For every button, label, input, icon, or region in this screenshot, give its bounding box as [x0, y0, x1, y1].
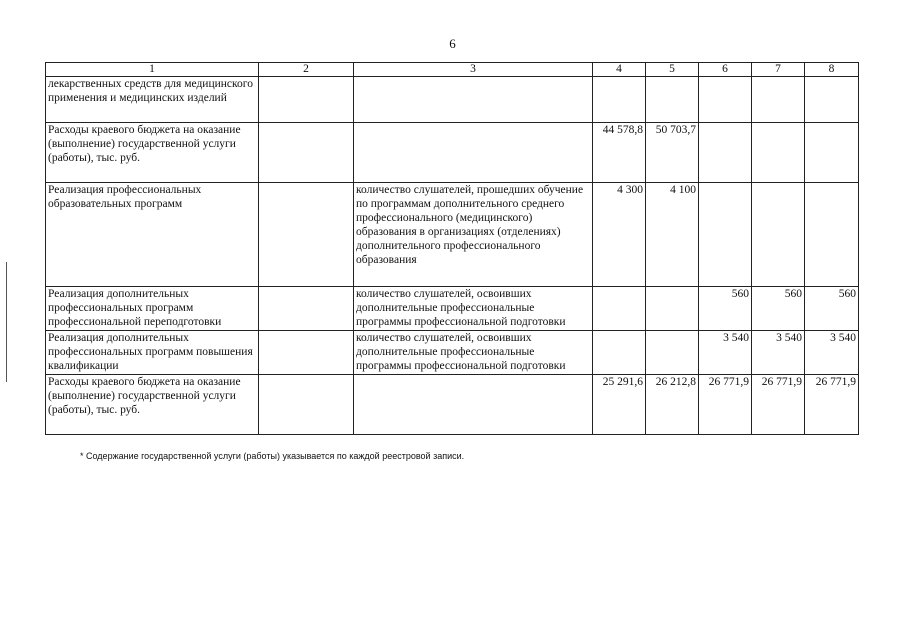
- table-cell: 560: [699, 287, 752, 331]
- table-cell: Реализация дополнительных профессиональных программ повышения квалификации: [46, 331, 259, 375]
- table-cell: 3 540: [699, 331, 752, 375]
- column-header: 2: [259, 63, 354, 77]
- table-cell: [354, 123, 593, 183]
- table-cell: [699, 77, 752, 123]
- table-row: [46, 183, 859, 287]
- table-cell: [752, 183, 805, 287]
- table-cell: [752, 77, 805, 123]
- table-cell: [646, 77, 699, 123]
- table-row: [46, 287, 859, 331]
- table-cell: [646, 331, 699, 375]
- table-cell: 26 771,9: [805, 375, 859, 435]
- table-cell: [259, 77, 354, 123]
- table-cell: количество слушателей, освоивших дополнительные профессиональные программы профессиональной подготовки: [354, 287, 593, 331]
- table-cell: 560: [752, 287, 805, 331]
- table-cell: 26 212,8: [646, 375, 699, 435]
- table-cell: [646, 287, 699, 331]
- table-cell: [259, 331, 354, 375]
- table-cell: 3 540: [805, 331, 859, 375]
- table-cell: 26 771,9: [699, 375, 752, 435]
- footnote: * Содержание государственной услуги (работы) указывается по каждой реестровой записи.: [80, 451, 465, 461]
- column-header: 1: [46, 63, 259, 77]
- table-cell: 25 291,6: [593, 375, 646, 435]
- table-row: [46, 331, 859, 375]
- column-header: 5: [646, 63, 699, 77]
- table-row: [46, 123, 859, 183]
- table-cell: [805, 77, 859, 123]
- table-cell: Реализация профессиональных образовательных программ: [46, 183, 259, 287]
- table-cell: Расходы краевого бюджета на оказание (выполнение) государственной услуги (работы), тыс. руб.: [46, 375, 259, 435]
- table-cell: количество слушателей, освоивших дополнительные профессиональные программы профессиональной подготовки: [354, 331, 593, 375]
- column-header: 7: [752, 63, 805, 77]
- table-cell: [699, 123, 752, 183]
- table-cell: [354, 375, 593, 435]
- table-cell: Расходы краевого бюджета на оказание (выполнение) государственной услуги (работы), тыс. руб.: [46, 123, 259, 183]
- header-row: [46, 63, 859, 77]
- table-cell: [259, 375, 354, 435]
- table-cell: 44 578,8: [593, 123, 646, 183]
- column-header: 3: [354, 63, 593, 77]
- table-cell: [752, 123, 805, 183]
- table-cell: 3 540: [752, 331, 805, 375]
- table-cell: [259, 183, 354, 287]
- table-cell: лекарственных средств для медицинского применения и медицинских изделий: [46, 77, 259, 123]
- table-cell: [354, 77, 593, 123]
- page-number: 6: [449, 36, 456, 51]
- table-cell: 50 703,7: [646, 123, 699, 183]
- table-cell: [593, 77, 646, 123]
- table-cell: 4 100: [646, 183, 699, 287]
- table-cell: [805, 183, 859, 287]
- table-cell: [805, 123, 859, 183]
- column-header: 4: [593, 63, 646, 77]
- column-header: 8: [805, 63, 859, 77]
- table-cell: [259, 123, 354, 183]
- table-cell: [259, 287, 354, 331]
- table-row: [46, 375, 859, 435]
- table-row: [46, 77, 859, 123]
- table-cell: Реализация дополнительных профессиональных программ профессиональной переподготовки: [46, 287, 259, 331]
- table-cell: 26 771,9: [752, 375, 805, 435]
- scan-margin-line: [6, 262, 7, 382]
- table-cell: 560: [805, 287, 859, 331]
- table-cell: 4 300: [593, 183, 646, 287]
- table-cell: [593, 287, 646, 331]
- table-cell: [699, 183, 752, 287]
- table-cell: количество слушателей, прошедших обучение по программам дополнительного среднего профессионального (медицинского) образования в организациях (отделениях) дополнительного профессионального образования: [354, 183, 593, 287]
- budget-table: [45, 62, 859, 435]
- column-header: 6: [699, 63, 752, 77]
- table-cell: [593, 331, 646, 375]
